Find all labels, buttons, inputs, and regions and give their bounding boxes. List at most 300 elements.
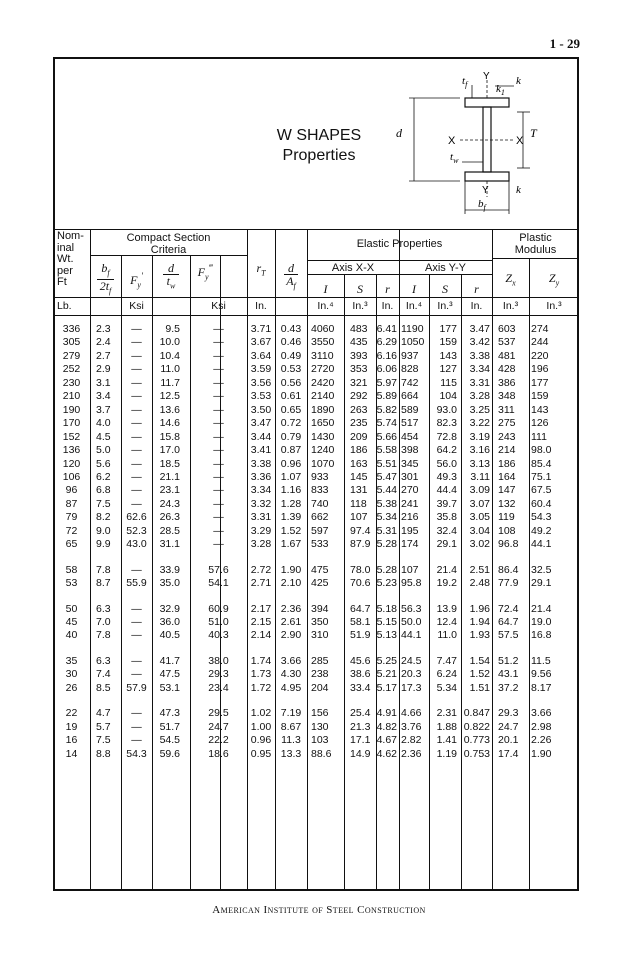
table-cell: 1.52 [469, 668, 490, 681]
table-cell: 10.0 [159, 336, 180, 349]
table-cell: 517 [401, 417, 419, 430]
table-cell: 244 [531, 336, 549, 349]
table-cell: 131 [350, 484, 368, 497]
table-cell: 603 [498, 323, 516, 335]
table-cell: 72.8 [436, 430, 457, 443]
table-cell: 2.82 [401, 734, 422, 747]
table-cell: 3.31 [250, 511, 272, 524]
table-cell: 3.04 [469, 524, 490, 537]
table-cell: 5.7 [96, 720, 111, 733]
table-cell: 662 [311, 511, 329, 524]
table-cell: 40.5 [159, 629, 180, 642]
table-cell: 483 [350, 323, 368, 335]
table-cell: 7.5 [96, 734, 111, 747]
header-top-rule [53, 229, 579, 230]
table-cell: 3.64 [250, 349, 272, 362]
row-nominal-weight: 19 [65, 720, 78, 733]
table-cell: 126 [531, 417, 549, 430]
table-cell: 57.9 [126, 681, 147, 694]
header-nominal: Nom- inal Wt. per Ft [57, 230, 84, 288]
table-cell: 238 [311, 668, 329, 681]
table-cell: 6.24 [436, 668, 457, 681]
table-cell: 177 [439, 323, 457, 335]
table-cell: 54.3 [126, 747, 147, 760]
table-cell: 6.16 [376, 349, 397, 362]
table-cell: 6.3 [96, 654, 111, 667]
table-cell: 214 [498, 444, 516, 457]
table-cell: 3.19 [469, 430, 490, 443]
table-cell: 3.02 [469, 538, 490, 551]
table-cell: 159 [531, 390, 549, 403]
table-cell: 3.16 [469, 444, 490, 457]
table-cell: 454 [401, 430, 419, 443]
table-cell: 1070 [311, 457, 335, 470]
table-cell: 127 [439, 363, 457, 376]
table-cell: 0.56 [280, 376, 302, 389]
table-cell: 8.67 [280, 720, 302, 733]
table-cell: 7.5 [96, 497, 111, 510]
row-nominal-weight: 40 [65, 629, 78, 642]
table-cell: 1.07 [280, 470, 302, 483]
table-cell: 7.0 [96, 616, 111, 628]
table-cell: 1240 [311, 444, 335, 457]
table-cell: 103 [311, 734, 329, 747]
svg-text:Y: Y [483, 71, 490, 82]
row-nominal-weight: 30 [65, 668, 78, 681]
column-rule [307, 229, 308, 891]
table-cell: 3.25 [469, 403, 490, 416]
table-cell: — [131, 497, 142, 510]
row-nominal-weight: 50 [65, 602, 78, 615]
table-cell: 9.5 [165, 323, 180, 335]
table-cell: 51.9 [350, 629, 371, 642]
table-cell: 21.3 [350, 720, 371, 733]
table-cell: 86.4 [498, 563, 519, 576]
table-cell: 11.7 [160, 376, 180, 389]
table-cell: 15.8 [159, 430, 180, 443]
header-plastic: Plastic Modulus [514, 232, 557, 256]
table-cell: 0.847 [463, 707, 490, 720]
table-cell: 2720 [311, 363, 335, 376]
table-cell: 17.4 [498, 747, 519, 760]
header-iy: I [412, 282, 416, 296]
table-cell: 2.4 [96, 336, 111, 349]
table-cell: 60.9 [208, 602, 229, 615]
row-nominal-weight: 305 [62, 336, 81, 349]
table-cell: 5.17 [376, 681, 397, 694]
row-nominal-weight: 35 [65, 654, 78, 667]
table-cell: 177 [531, 376, 549, 389]
table-cell: 31.1 [159, 538, 180, 551]
svg-text:k1: $k_1$ [496, 83, 505, 97]
table-cell: 5.38 [376, 497, 397, 510]
table-cell: 0.96 [280, 457, 302, 470]
table-cell: 24.3 [159, 497, 180, 510]
table-cell: 29.3 [498, 707, 519, 720]
table-cell: 3.41 [250, 444, 272, 457]
header-bf-2tf: $b_f$ $2t_f$ [90, 262, 121, 298]
unit-label: In. [255, 300, 267, 312]
table-cell: 435 [350, 336, 368, 349]
table-cell: 2.9 [96, 363, 111, 376]
svg-text:Y: Y [482, 185, 489, 196]
table-cell: — [213, 417, 224, 430]
table-cell: 37.2 [498, 681, 519, 694]
table-cell: 475 [311, 563, 329, 576]
table-cell: 321 [350, 376, 368, 389]
table-cell: 1890 [311, 403, 335, 416]
table-cell: 32.5 [531, 563, 552, 576]
table-cell: 51.2 [498, 654, 519, 667]
table-cell: 3.66 [280, 654, 302, 667]
table-cell: 828 [401, 363, 419, 376]
table-cell: 159 [439, 336, 457, 349]
table-cell: 270 [401, 484, 419, 497]
table-cell: 428 [498, 363, 516, 376]
row-nominal-weight: 152 [62, 430, 81, 443]
table-cell: 7.19 [280, 707, 302, 720]
table-cell: 4.0 [96, 417, 111, 430]
column-rule [90, 229, 91, 891]
table-cell: — [213, 538, 224, 551]
table-cell: 5.58 [376, 444, 397, 457]
table-cell: 0.43 [280, 323, 302, 335]
header-sx: S [357, 282, 363, 296]
table-cell: 3.32 [250, 497, 272, 510]
table-cell: 1.90 [531, 747, 552, 760]
table-cell: 43.0 [126, 538, 147, 551]
table-cell: 3.47 [469, 323, 490, 335]
unit-label: In.³ [546, 300, 562, 312]
page-title: W SHAPES [276, 127, 362, 144]
table-cell: 57.6 [208, 563, 229, 576]
table-cell: 108 [498, 524, 516, 537]
table-cell: 1.73 [250, 668, 272, 681]
table-cell: 115 [440, 376, 457, 389]
table-cell: 394 [311, 602, 329, 615]
table-cell: 70.6 [350, 577, 371, 590]
table-cell: 13.3 [280, 747, 302, 760]
table-cell: 29.1 [531, 577, 552, 590]
table-cell: 111 [531, 430, 547, 443]
table-cell: 174 [401, 538, 419, 551]
table-cell: 49.3 [436, 470, 457, 483]
table-cell: 11.0 [437, 629, 457, 642]
table-cell: 19.2 [436, 577, 457, 590]
header-ix: I [323, 282, 328, 296]
table-cell: 664 [401, 390, 419, 403]
row-nominal-weight: 26 [65, 681, 78, 694]
table-cell: — [131, 390, 142, 403]
header-d-af: d $A_f$ [275, 262, 307, 292]
table-cell: 2.14 [250, 629, 272, 642]
table-cell: 3.7 [96, 403, 111, 416]
table-cell: 33.4 [350, 681, 371, 694]
header-zx: $Z_x$ [505, 271, 516, 288]
table-cell: 24.5 [401, 654, 422, 667]
table-cell: 0.72 [280, 417, 302, 430]
table-cell: 19.0 [531, 616, 552, 628]
table-cell: 0.61 [280, 390, 302, 403]
unit-label: In.³ [352, 300, 368, 312]
table-cell: — [131, 707, 142, 720]
table-cell: 17.3 [401, 681, 422, 694]
table-cell: 275 [498, 417, 516, 430]
table-cell: 6.41 [376, 323, 397, 335]
table-cell: 53.1 [159, 681, 180, 694]
table-cell: 88.6 [311, 747, 332, 760]
table-cell: 1.88 [436, 720, 457, 733]
row-nominal-weight: 45 [65, 616, 78, 628]
row-nominal-weight: 336 [62, 323, 81, 335]
row-nominal-weight: 14 [65, 747, 78, 760]
table-cell: — [131, 336, 142, 349]
table-cell: 263 [350, 403, 368, 416]
table-cell: 3.66 [531, 707, 552, 720]
table-cell: 3.28 [250, 538, 272, 551]
table-cell: — [213, 484, 224, 497]
table-cell: 107 [401, 563, 419, 576]
table-cell: 5.34 [436, 681, 457, 694]
table-cell: 0.46 [280, 336, 302, 349]
table-cell: 0.95 [250, 747, 272, 760]
table-cell: 156 [311, 707, 329, 720]
svg-text:T: T [530, 126, 537, 140]
table-cell: 3.28 [469, 390, 490, 403]
table-cell: 5.66 [376, 430, 397, 443]
table-cell: — [131, 629, 142, 642]
table-cell: 4.91 [376, 707, 397, 720]
table-cell: — [213, 497, 224, 510]
table-cell: 3.67 [250, 336, 272, 349]
table-cell: 13.9 [436, 602, 457, 615]
table-cell: 292 [350, 390, 368, 403]
row-nominal-weight: 252 [62, 363, 81, 376]
table-cell: 589 [401, 403, 419, 416]
table-cell: 11.0 [160, 363, 180, 376]
table-cell: 44.1 [401, 629, 422, 642]
table-cell: 2.36 [280, 602, 302, 615]
table-cell: 85.4 [531, 457, 552, 470]
header-fy-triple: $F_y^‴$ [197, 263, 213, 282]
header-compact: Compact Section Criteria [126, 232, 211, 256]
table-cell: 41.7 [159, 654, 180, 667]
table-cell: 25.4 [350, 707, 371, 720]
table-cell: 285 [311, 654, 329, 667]
table-cell: — [131, 616, 142, 628]
table-cell: 5.28 [376, 563, 397, 576]
table-cell: 0.773 [463, 734, 490, 747]
table-cell: 56.0 [436, 457, 457, 470]
table-cell: 301 [401, 470, 419, 483]
table-cell: 3.1 [96, 376, 111, 389]
table-cell: 3.71 [250, 323, 272, 335]
table-cell: 3.34 [469, 363, 490, 376]
svg-text:k: k [516, 75, 521, 87]
row-nominal-weight: 96 [65, 484, 78, 497]
unit-label: In. [470, 300, 483, 312]
table-cell: 39.7 [436, 497, 457, 510]
svg-text:X: X [516, 135, 524, 147]
table-cell: 8.7 [96, 577, 111, 590]
table-cell: 0.49 [280, 349, 302, 362]
table-cell: 17.1 [350, 734, 371, 747]
unit-label: In. [381, 300, 394, 312]
table-cell: 3.05 [469, 511, 490, 524]
table-cell: 3.76 [401, 720, 422, 733]
table-cell: 1.67 [280, 538, 302, 551]
table-cell: 14.6 [159, 417, 180, 430]
table-cell: 20.1 [498, 734, 519, 747]
header-zy: $Z_y$ [548, 271, 560, 288]
table-cell: — [131, 654, 142, 667]
table-cell: 209 [350, 430, 368, 443]
table-cell: 5.44 [376, 484, 397, 497]
table-cell: 104 [439, 390, 457, 403]
row-nominal-weight: 58 [65, 563, 78, 576]
table-cell: 55.9 [126, 577, 147, 590]
table-cell: 8.17 [531, 681, 552, 694]
table-cell: 274 [531, 323, 549, 335]
row-nominal-weight: 120 [62, 457, 81, 470]
row-nominal-weight: 22 [65, 707, 78, 720]
table-cell: 2.51 [469, 563, 490, 576]
svg-text:d: d [396, 126, 402, 140]
table-cell: 56.3 [401, 602, 422, 615]
table-cell: 3.44 [250, 430, 272, 443]
table-cell: 20.3 [401, 668, 422, 681]
table-cell: 937 [401, 349, 419, 362]
table-cell: 386 [498, 376, 516, 389]
table-cell: 311 [498, 403, 515, 416]
table-cell: 6.3 [96, 602, 111, 615]
table-cell: — [213, 470, 224, 483]
table-cell: 93.0 [436, 403, 457, 416]
table-cell: 1.94 [469, 616, 490, 628]
table-cell: — [213, 430, 224, 443]
table-cell: 16.8 [531, 629, 552, 642]
table-cell: 2.10 [280, 577, 302, 590]
header-bottom-rule [53, 315, 579, 316]
table-cell: 3.38 [469, 349, 490, 362]
table-cell: 243 [498, 430, 516, 443]
table-cell: 4.30 [280, 668, 302, 681]
table-cell: 11.5 [531, 654, 551, 667]
table-cell: 3550 [311, 336, 335, 349]
table-cell: 8.2 [96, 511, 111, 524]
table-cell: 350 [311, 616, 329, 628]
table-cell: 147 [498, 484, 516, 497]
table-cell: 2.36 [401, 747, 422, 760]
table-cell: 186 [498, 457, 516, 470]
row-nominal-weight: 53 [65, 577, 78, 590]
table-cell: 130 [311, 720, 329, 733]
table-cell: 0.96 [250, 734, 272, 747]
table-cell: 54.1 [208, 577, 229, 590]
table-cell: — [131, 734, 142, 747]
row-nominal-weight: 230 [62, 376, 81, 389]
table-cell: 29.1 [436, 538, 457, 551]
table-cell: 4.95 [280, 681, 302, 694]
table-cell: — [131, 563, 142, 576]
table-cell: — [131, 403, 142, 416]
table-cell: 533 [311, 538, 329, 551]
table-cell: 3.22 [469, 417, 490, 430]
table-cell: 58.1 [350, 616, 371, 628]
table-cell: 12.5 [159, 390, 180, 403]
table-cell: 398 [401, 444, 419, 457]
unit-label: In.³ [437, 300, 453, 312]
header-axis-yy: Axis Y-Y [425, 262, 466, 274]
header-ry: r [474, 282, 479, 296]
table-cell: 0.822 [463, 720, 490, 733]
table-cell: 29.5 [208, 707, 229, 720]
row-nominal-weight: 210 [62, 390, 81, 403]
column-rule [529, 258, 530, 891]
table-cell: 1.39 [280, 511, 302, 524]
table-cell: 1.72 [250, 681, 272, 694]
table-cell: 2.90 [280, 629, 302, 642]
table-cell: 9.56 [531, 668, 552, 681]
table-cell: 40.3 [208, 629, 229, 642]
table-cell: 5.13 [376, 629, 397, 642]
table-cell: 348 [498, 390, 516, 403]
table-cell: 64.7 [350, 602, 371, 615]
header-fy-prime: $F_y'$ [130, 271, 143, 290]
svg-text:bf: $b_f$ [478, 198, 486, 212]
table-cell: — [213, 336, 224, 349]
table-cell: 5.28 [376, 538, 397, 551]
table-cell: — [131, 363, 142, 376]
table-cell: — [213, 363, 224, 376]
table-cell: 5.82 [376, 403, 397, 416]
table-cell: 143 [439, 349, 457, 362]
table-cell: 1.28 [280, 497, 302, 510]
table-cell: 3.13 [469, 457, 490, 470]
table-cell: 7.8 [96, 563, 111, 576]
table-cell: 5.51 [376, 457, 397, 470]
row-nominal-weight: 190 [62, 403, 81, 416]
table-cell: 3.36 [250, 470, 272, 483]
table-cell: 4.7 [96, 707, 111, 720]
table-cell: 23.4 [208, 681, 229, 694]
header-elastic: Elastic Properties [356, 238, 443, 250]
row-nominal-weight: 136 [62, 444, 81, 457]
table-cell: 45.6 [350, 654, 371, 667]
table-cell: 3.11 [470, 470, 490, 483]
table-cell: — [131, 457, 142, 470]
table-cell: 13.6 [159, 403, 180, 416]
table-cell: 5.25 [376, 654, 397, 667]
table-cell: 2.31 [436, 707, 457, 720]
page-subtitle: Properties [282, 147, 356, 164]
header-sy: S [442, 282, 448, 296]
table-cell: 1.02 [250, 707, 272, 720]
table-cell: 3.38 [250, 457, 272, 470]
table-cell: 32.4 [436, 524, 457, 537]
header-rt: $r_T$ [256, 261, 266, 278]
table-cell: 18.6 [208, 747, 229, 760]
table-cell: 1.19 [436, 747, 457, 760]
table-cell: 481 [498, 349, 516, 362]
table-cell: 26.3 [159, 511, 180, 524]
table-cell: 1.93 [469, 629, 490, 642]
table-cell: 50.0 [401, 616, 422, 628]
table-cell: 2.72 [250, 563, 272, 576]
unit-label: In.⁴ [405, 300, 423, 312]
table-cell: 742 [401, 376, 419, 389]
table-cell: 2.71 [250, 577, 272, 590]
